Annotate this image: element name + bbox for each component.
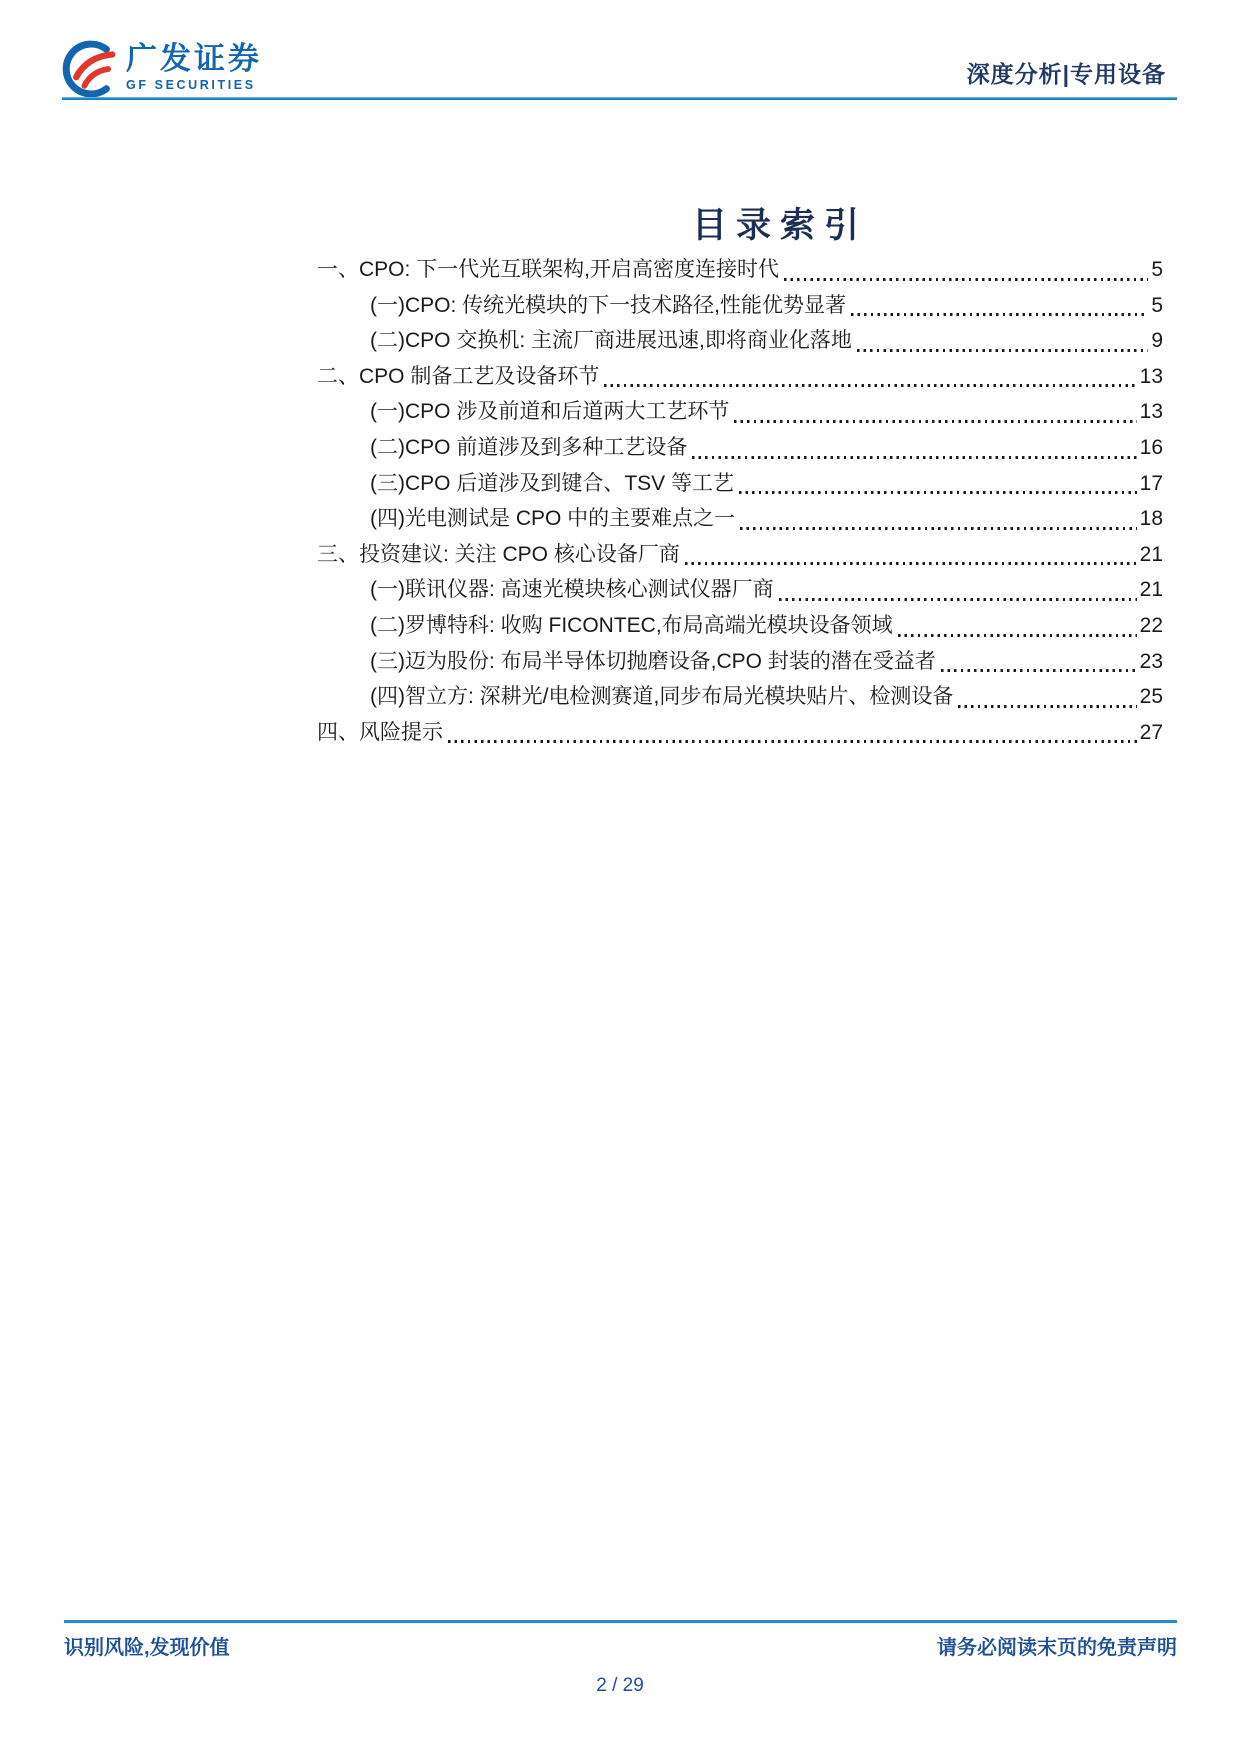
toc-page-number: 25 xyxy=(1139,685,1163,709)
toc-item[interactable] xyxy=(317,501,1163,537)
gf-logo-icon xyxy=(60,40,118,98)
toc-dot-leader xyxy=(604,384,1136,387)
gf-securities-logo xyxy=(60,40,262,98)
toc-dot-leader xyxy=(739,491,1137,494)
toc-item[interactable] xyxy=(317,288,1163,324)
toc-page-number: 5 xyxy=(1151,258,1163,281)
toc-item-label: 二、CPO 制备工艺及设备环节 xyxy=(317,364,600,388)
toc-item-label: (一)联讯仪器: 高速光模块核心测试仪器厂商 xyxy=(370,578,774,602)
toc-item-label: (二)CPO 前道涉及到多种工艺设备 xyxy=(370,435,688,459)
toc-item-label: (一)CPO: 传统光模块的下一技术路径,性能优势显著 xyxy=(370,293,846,317)
toc-page-number: 21 xyxy=(1139,542,1163,566)
toc-item-label: 一、CPO: 下一代光互联架构,开启高密度连接时代 xyxy=(317,258,780,281)
toc-dot-leader xyxy=(685,562,1137,565)
toc-item-label: (三)迈为股份: 布局半导体切抛磨设备,CPO 封装的潜在受益者 xyxy=(370,649,936,673)
toc-page-number: 16 xyxy=(1139,435,1163,459)
toc-item[interactable] xyxy=(317,323,1163,359)
toc-list xyxy=(317,252,1163,750)
toc-item-label: (二)CPO 交换机: 主流厂商进展迅速,即将商业化落地 xyxy=(370,329,852,353)
toc-page-number: 21 xyxy=(1139,578,1163,602)
report-category-label: 深度分析|专用设备 xyxy=(966,61,1166,87)
footer-divider xyxy=(64,1620,1177,1623)
logo-english-name: GF SECURITIES xyxy=(126,78,256,93)
toc-item[interactable] xyxy=(317,644,1163,680)
toc-dot-leader xyxy=(958,705,1136,708)
toc-item-label: (四)智立方: 深耕光/电检测赛道,同步布局光模块贴片、检测设备 xyxy=(370,685,954,709)
toc-page-number: 22 xyxy=(1139,613,1163,637)
toc-item-label: 三、投资建议: 关注 CPO 核心设备厂商 xyxy=(317,542,680,566)
toc-item-label: 四、风险提示 xyxy=(317,720,443,744)
toc-page-number: 18 xyxy=(1139,507,1163,531)
toc-item[interactable] xyxy=(317,715,1163,751)
toc-item[interactable] xyxy=(317,679,1163,715)
toc-item-label: (一)CPO 涉及前道和后道两大工艺环节 xyxy=(370,400,730,424)
logo-chinese-name: 广发证券 xyxy=(126,41,262,76)
header-divider xyxy=(62,97,1177,100)
toc-item-label: (三)CPO 后道涉及到键合、TSV 等工艺 xyxy=(370,471,735,495)
footer-page-indicator: 2 / 29 xyxy=(596,1675,644,1696)
logo-wordmark xyxy=(126,40,262,92)
toc-dot-leader xyxy=(851,313,1148,316)
toc-dot-leader xyxy=(898,634,1137,637)
toc-dot-leader xyxy=(734,420,1136,423)
toc-item[interactable] xyxy=(317,359,1163,395)
toc-item[interactable] xyxy=(317,537,1163,573)
toc-dot-leader xyxy=(779,598,1137,601)
toc-dot-leader xyxy=(448,740,1137,743)
toc-item[interactable] xyxy=(317,608,1163,644)
footer-slogan: 识别风险,发现价值 xyxy=(64,1637,230,1659)
toc-page-number: 27 xyxy=(1139,720,1163,744)
toc-item[interactable] xyxy=(317,430,1163,466)
page-title: 目录索引 xyxy=(691,206,868,245)
toc-dot-leader xyxy=(857,349,1148,352)
toc-page-number: 9 xyxy=(1151,329,1163,353)
toc-page-number: 23 xyxy=(1139,649,1163,673)
toc-dot-leader xyxy=(941,669,1137,672)
toc-item[interactable] xyxy=(317,394,1163,430)
toc-dot-leader xyxy=(740,527,1136,530)
toc-dot-leader xyxy=(784,278,1148,281)
toc-item-label: (二)罗博特科: 收购 FICONTEC,布局高端光模块设备领域 xyxy=(370,613,893,637)
toc-page-number: 13 xyxy=(1139,364,1163,388)
toc-dot-leader xyxy=(692,456,1136,459)
toc-item[interactable] xyxy=(317,252,1163,288)
toc-item[interactable] xyxy=(317,466,1163,502)
toc-page-number: 17 xyxy=(1139,471,1163,495)
toc-item-label: (四)光电测试是 CPO 中的主要难点之一 xyxy=(370,507,736,531)
footer-disclaimer-note: 请务必阅读末页的免责声明 xyxy=(937,1637,1177,1659)
toc-page-number: 5 xyxy=(1151,293,1163,317)
toc-page-number: 13 xyxy=(1139,400,1163,424)
toc-item[interactable] xyxy=(317,572,1163,608)
